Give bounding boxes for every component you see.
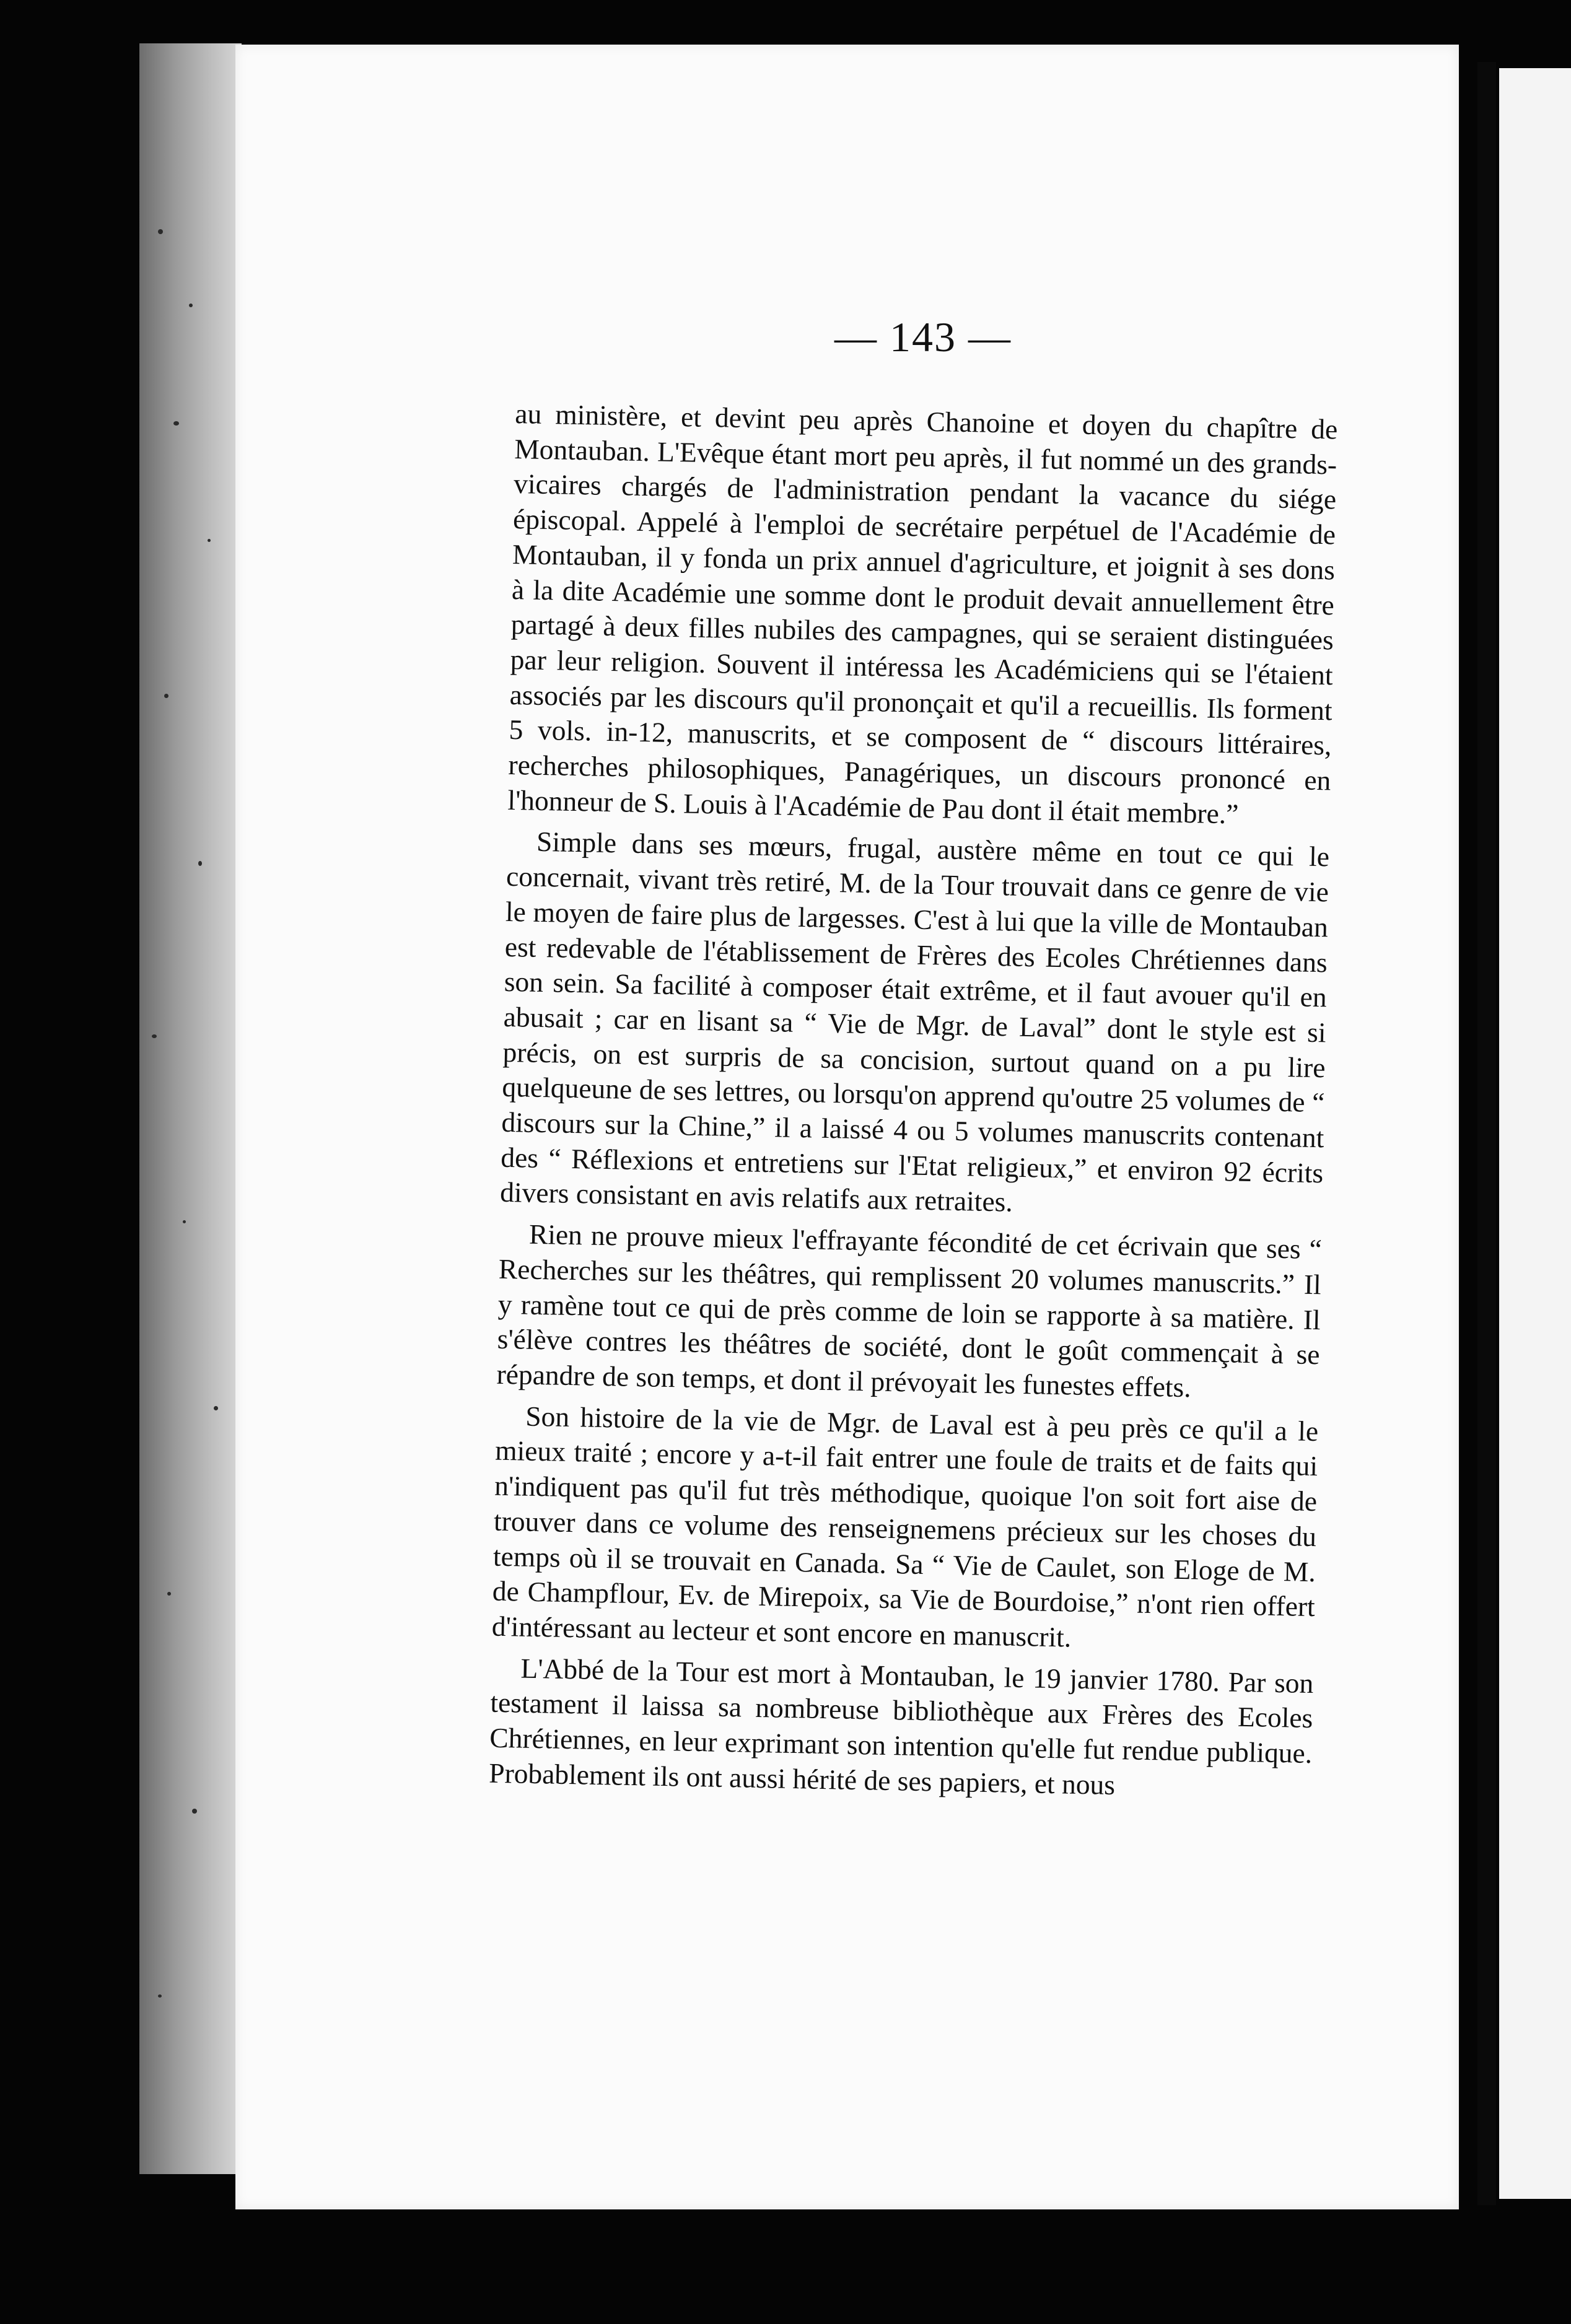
paragraph: Son histoire de la vie de Mgr. de Laval est à peu près ce qu'il a le mieux traité ; encore y a-t-il fait entrer une foule de traits et de faits qui n'indiquent pas qu'il fut très méthodique, quoique l'on soit fort aise de trouver dans ce volume des renseignemens précieux sur les choses du temps où il se trouvait en Canada. Sa “ Vie de Caulet, son Eloge de M. de Champflour, Ev. de Mirepoix, sa Vie de Bourdoise,” n'ont rien offert d'intéressant au lecteur et sont encore en manuscrit.: [491, 1400, 1319, 1653]
edge-speck: [158, 1994, 162, 1998]
page-number: — 143 —: [834, 313, 1012, 360]
paragraph: Simple dans ses mœurs, frugal, austère même en tout ce qui le concernait, vivant très retiré, M. de la Tour trouvait dans ce genre de vie le moyen de faire plus de largesses. C'est à lui que la ville de Montauban est redevable de l'établissement de Frères des Ecoles Chrétiennes dans son sein. Sa facilité à composer était extrême, et il faut avouer qu'il en abusait ; car en lisant sa “ Vie de Mgr. de Laval” dont le style est si précis, on est surpris de sa concision, surtout quand on a pu lire quelqueune de ses lettres, ou lorsqu'on apprend qu'outre 25 volumes de “ discours sur la Chine,” il a laissé 4 ou 5 volumes manuscrits contenant des “ Réflexions et entretiens sur l'Etat religieux,” et environ 92 écrits divers consistant en avis relatifs aux retraites.: [499, 826, 1330, 1218]
edge-speck: [198, 861, 202, 866]
edge-speck: [183, 1220, 186, 1223]
edge-speck: [189, 304, 193, 307]
next-page-sliver: [1499, 68, 1571, 2199]
paragraph: au ministère, et devint peu après Chanoine et doyen du chapître de Montauban. L'Evêque étant mort peu après, il fut nommé un des grands-vicaires chargés de l'administration pendant la vacance du siége épiscopal. Appelé à l'emploi de secrétaire perpétuel de l'Académie de Montauban, il y fonda un prix annuel d'agriculture, et joignit à ses dons à la dite Académie une somme dont le produit devait annuellement être partagé à deux filles nubiles des campagnes, qui se seraient distinguées par leur religion. Souvent il intéressa les Académiciens qui se l'étaient associés par les discours qu'il prononçait et qu'il a recueillis. Ils forment 5 vols. in-12, manuscrits, et se composent de “ discours littéraires, recherches philosophiques, Panagériques, un discours prononcé en l'honneur de S. Louis à l'Académie de Pau dont il était membre.”: [507, 397, 1338, 830]
next-page-border: [1477, 62, 1496, 2205]
page-edge: [139, 43, 242, 2174]
edge-speck: [152, 1034, 157, 1038]
edge-speck: [192, 1809, 197, 1814]
edge-speck: [158, 229, 163, 234]
edge-speck: [164, 694, 168, 698]
edge-speck: [214, 1406, 218, 1410]
edge-speck: [208, 539, 211, 542]
edge-speck: [173, 421, 179, 426]
body-text: [489, 396, 1338, 1807]
paragraph: Rien ne prouve mieux l'effrayante fécondité de cet écrivain que ses “ Recherches sur les théâtres, qui remplissent 20 volumes manuscrits.” Il y ramène tout ce qui de près comme de loin se rapporte à sa matière. Il s'élève contres les théâtres de société, dont le goût commençait à se répandre de son temps, et dont il prévoyait les funestes effets.: [496, 1218, 1323, 1404]
edge-speck: [167, 1592, 171, 1596]
paragraph: L'Abbé de la Tour est mort à Montauban, le 19 janvier 1780. Par son testament il laissa sa nombreuse bibliothèque aux Frères des Ecoles Chrétiennes, en leur exprimant son intention qu'elle fut rendue publique. Probablement ils ont aussi hérité de ses papiers, et nous: [488, 1652, 1314, 1801]
